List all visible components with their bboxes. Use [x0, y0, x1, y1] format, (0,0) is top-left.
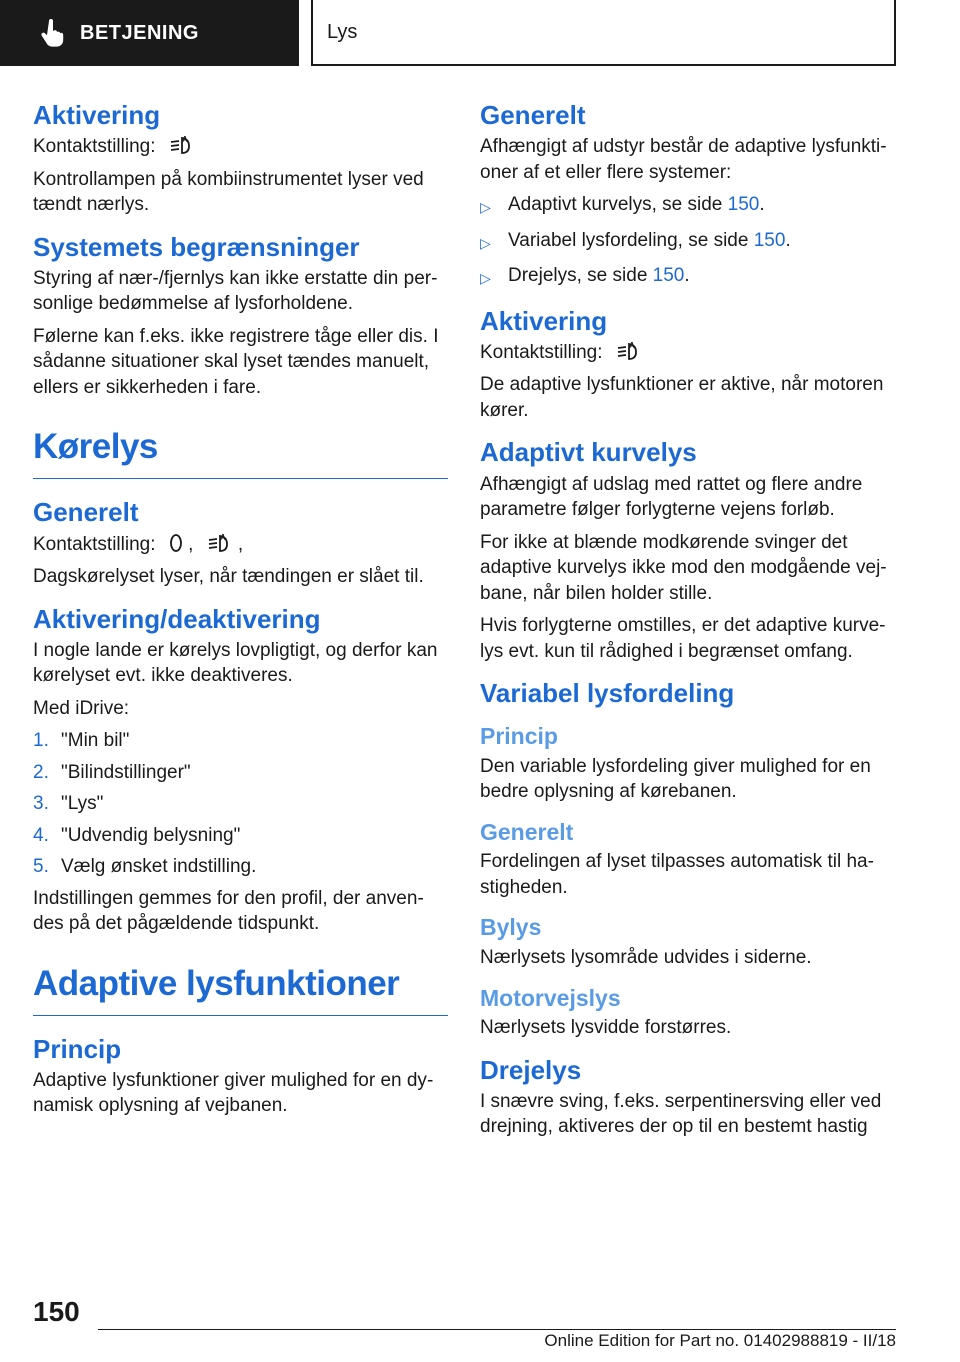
- list-item: ▷ Drejelys, se side 150.: [480, 263, 895, 292]
- heading-korelys: Kørelys: [33, 426, 448, 479]
- hand-pointer-icon: [40, 18, 66, 48]
- light-off-icon: [169, 532, 183, 554]
- contact-position-line: Kontaktstilling: , A ,: [33, 532, 244, 555]
- auto-headlight-icon: [616, 340, 642, 362]
- triangle-bullet-icon: ▷: [480, 234, 491, 251]
- paragraph: Dagskørelyset lyser, når tændingen er slået til.: [33, 566, 424, 588]
- triangle-bullet-icon: ▷: [480, 199, 491, 216]
- heading-princip: Princip: [480, 723, 558, 750]
- heading-bylys: Bylys: [480, 914, 542, 941]
- idrive-steps: [33, 728, 448, 880]
- heading-aktivering-deaktivering: Aktivering/deaktivering: [33, 603, 321, 634]
- paragraph: Nærlysets lysvidde forstørres.: [480, 1017, 732, 1039]
- heading-adaptivt-kurvelys: Adaptivt kurvelys: [480, 437, 697, 468]
- list-item: 5. Vælg ønsket indstilling.: [33, 856, 257, 878]
- svg-text:A: A: [628, 340, 635, 350]
- heading-variabel-lysfordeling: Variabel lysfordeling: [480, 678, 735, 709]
- chapter-label: Lys: [327, 20, 358, 43]
- heading-begraensninger: Systemets begrænsninger: [33, 231, 360, 262]
- paragraph: Nærlysets lysområde udvides i siderne.: [480, 947, 812, 969]
- paragraph: Indstillingen gemmes for den profil, der anvendes på det pågældende tidspunkt.: [33, 887, 424, 935]
- page-header: [0, 0, 960, 66]
- page-link[interactable]: 150: [727, 194, 760, 216]
- list-item: ▷ Adaptivt kurvelys, se side 150.: [480, 192, 895, 221]
- heading-adaptive-lysfunktioner: Adaptive lysfunktioner: [33, 963, 448, 1016]
- right-column: [480, 100, 895, 1147]
- section-label: BETJENING: [80, 21, 199, 44]
- list-item: 2. "Bilindstillinger": [33, 761, 191, 783]
- left-column: [33, 100, 448, 1126]
- contact-position-line: Kontaktstilling: A: [33, 134, 448, 160]
- triangle-bullet-icon: ▷: [480, 270, 491, 287]
- paragraph: Den variable lysfordeling giver mulighed for en bedre oplysning af kørebanen.: [480, 755, 871, 803]
- paragraph: Hvis forlygterne omstilles, er det adaptive kurvelys evt. kun til rådighed i begrænset omfang.: [480, 615, 886, 662]
- svg-text:A: A: [181, 135, 188, 145]
- paragraph: For ikke at blænde modkørende svinger det adaptive kurvelys ikke mod den modgående vejbane, når bilen holder stille.: [480, 531, 887, 604]
- list-item: ▷ Variabel lysfordeling, se side 150.: [480, 228, 895, 257]
- paragraph: De adaptive lysfunktioner er aktive, når motoren kører.: [480, 374, 884, 421]
- heading-princip: Princip: [33, 1033, 122, 1064]
- svg-text:A: A: [219, 532, 226, 542]
- heading-aktivering: Aktivering: [480, 305, 608, 336]
- list-item: 4. "Udvendig belysning": [33, 824, 241, 846]
- footer-divider: [98, 1329, 896, 1330]
- paragraph: Adaptive lysfunktioner giver mulighed for en dynamisk oplysning af vejbanen.: [33, 1069, 434, 1117]
- heading-drejelys: Drejelys: [480, 1054, 582, 1085]
- paragraph: I snævre sving, f.eks. serpentinersving eller ved drejning, aktiveres der op til en bestemt hastig: [480, 1090, 882, 1138]
- auto-headlight-icon: [207, 532, 233, 554]
- heading-generelt: Generelt: [33, 497, 139, 528]
- paragraph: Følerne kan f.eks. ikke registrere tåge eller dis. I sådanne situationer skal lyset tændes manuelt, ellers er sikkerheden i fare.: [33, 325, 439, 398]
- auto-headlight-icon: [169, 134, 195, 156]
- page-link[interactable]: 150: [652, 265, 685, 287]
- page-link[interactable]: 150: [753, 229, 786, 251]
- heading-generelt: Generelt: [480, 100, 586, 130]
- section-tab: [0, 0, 299, 66]
- contact-position-line: Kontaktstilling: A: [480, 340, 895, 366]
- list-item: 3. "Lys": [33, 793, 104, 815]
- list-item: 1. "Min bil": [33, 730, 130, 752]
- paragraph: Fordelingen af lyset tilpasses automatisk til hastigheden.: [480, 851, 874, 898]
- systems-list: [480, 192, 895, 292]
- heading-generelt: Generelt: [480, 818, 574, 845]
- paragraph: Med iDrive:: [33, 697, 130, 719]
- paragraph: Kontrollampen på kombiinstrumentet lyser ved tændt nærlys.: [33, 168, 424, 216]
- paragraph: Styring af nær-/fjernlys kan ikke erstatte din personlige bedømmelse af lysforholdene.: [33, 267, 438, 315]
- footer-edition: Online Edition for Part no. 01402988819 - II/18: [544, 1331, 896, 1350]
- paragraph: I nogle lande er kørelys lovpligtigt, og derfor kan kørelyset evt. ikke deaktiveres.: [33, 639, 438, 687]
- heading-motorvejslys: Motorvejslys: [480, 984, 621, 1011]
- page-number: 150: [33, 1296, 80, 1327]
- chapter-title: [311, 0, 896, 66]
- paragraph: Afhængigt af udstyr består de adaptive lysfunktioner af et eller flere systemer:: [480, 136, 887, 183]
- heading-aktivering: Aktivering: [33, 100, 161, 130]
- paragraph: Afhængigt af udslag med rattet og flere andre parametre følger forlygterne vejens forløb.: [480, 473, 863, 521]
